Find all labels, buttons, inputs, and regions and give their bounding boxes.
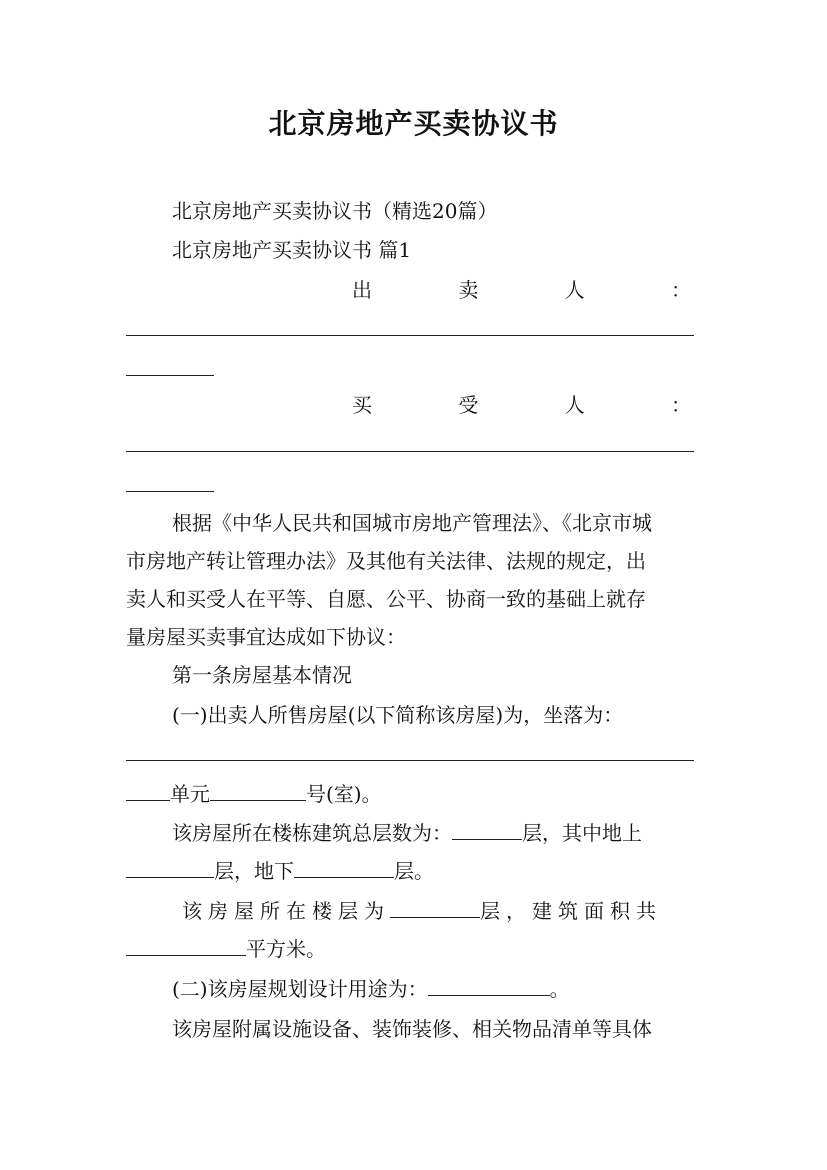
floor-blank (390, 899, 480, 918)
floors-text: 层，其中地上 (522, 821, 642, 845)
item-two-text: (二)该房屋规划设计用途为： (172, 977, 428, 1001)
unit-room-line (126, 781, 701, 807)
buyer-blank-line (126, 451, 694, 452)
paragraph-line: 市房地产转让管理办法》及其他有关法律、法规的规定，出 (126, 549, 646, 573)
item-one: (一)出卖人所售房屋(以下简称该房屋)为，坐落为： (172, 703, 624, 727)
floors-line-2 (126, 858, 701, 884)
total-floors-blank (452, 821, 522, 840)
buyer-char: ： (670, 393, 691, 417)
seller-char: ： (670, 278, 691, 302)
paragraph-line: 根据《中华人民共和国城市房地产管理法》、《北京市城 (172, 511, 652, 535)
part-heading: 北京房地产买卖协议书 篇1 (172, 238, 412, 262)
article-heading: 第一条房屋基本情况 (172, 663, 352, 687)
room-blank (210, 782, 306, 801)
room-label: 号(室)。 (306, 782, 382, 806)
seller-char: 出 (352, 278, 372, 302)
buyer-label (126, 392, 701, 418)
buyer-char: 买 (352, 393, 372, 417)
area-blank (126, 937, 246, 956)
seller-char: 人 (564, 278, 585, 302)
floors-text: 层。 (394, 859, 434, 883)
above-ground-blank (126, 859, 214, 878)
seller-label (126, 277, 701, 303)
address-blank-line (126, 760, 694, 761)
paragraph-line: 卖人和买受人在平等、自愿、公平、协商一致的基础上就存 (126, 587, 646, 611)
floors-text: 层，地下 (214, 859, 294, 883)
buyer-char: 受 (458, 393, 479, 417)
paragraph-line: 量房屋买卖事宜达成如下协议： (126, 625, 406, 649)
document-title: 北京房地产买卖协议书 (268, 107, 559, 140)
below-ground-blank (294, 859, 394, 878)
buyer-blank-line (126, 491, 214, 492)
item-two-end: 。 (549, 977, 570, 1001)
floors-text: 该房屋所在楼栋建筑总层数为： (172, 821, 452, 845)
usage-blank (428, 977, 550, 996)
unit-blank (126, 782, 170, 801)
item-two (126, 976, 747, 1002)
floor-area-line (126, 898, 757, 924)
unit-label: 单元 (170, 782, 210, 806)
floor-text: 该房屋所在楼层为 (182, 899, 390, 923)
floors-line (126, 820, 747, 846)
subtitle: 北京房地产买卖协议书（精选20篇） (172, 199, 498, 223)
area-unit: 平方米。 (246, 937, 326, 961)
area-text: 层，建筑面积共 (480, 899, 662, 923)
seller-blank-line (126, 335, 694, 336)
buyer-char: 人 (564, 393, 585, 417)
paragraph-line: 该房屋附属设施设备、装饰装修、相关物品清单等具体 (172, 1017, 652, 1041)
seller-char: 卖 (458, 278, 479, 302)
seller-blank-line (126, 375, 214, 376)
area-line (126, 936, 701, 962)
